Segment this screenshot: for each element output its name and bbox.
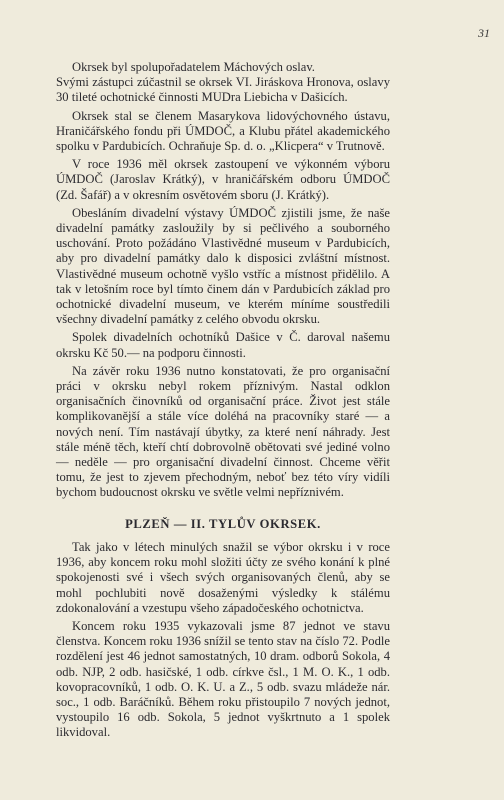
page-body: [56, 60, 390, 744]
paragraph: Tak jako v létech minulých snažil se výbor okrsku i v roce 1936, aby koncem roku mohl složiti účty ze svého konání k plné spokojenosti své i všech svých organisovaných členů, aby se mohl pochlubiti nově dosaženými výsledky k stálému zdokonalování a vzestupu všeho západočeského ochotnictva.: [56, 539, 390, 615]
paragraph: V roce 1936 měl okrsek zastoupení ve výkonném výboru ÚMDOČ (Jaroslav Krátký), v hraničářském odboru ÚMDOČ (Zd. Šafář) a v okresním osvětovém sboru (J. Krátký).: [56, 157, 390, 202]
paragraph: Koncem roku 1935 vykazovali jsme 87 jednot ve stavu členstva. Koncem roku 1936 snížil se tento stav na číslo 72. Podle rozdělení jest 46 jednot samostatných, 10 dram. odborů Sokola, 4 odb. NJP, 2 odb. hasičské, 1 odb. církve čsl., 1 M. O. K., 1 odb. kovopracovníků, 1 odb. O. K. U. a Z., 5 odb. svazu mládeže nár. soc., 1 odb. Baráčníků. Během roku přistoupilo 7 nových jednot, vystoupilo 16 odb. Sokola, 5 jednot vyškrtnuto a 1 spolek likvidoval.: [56, 618, 390, 740]
paragraph: Okrsek stal se členem Masarykova lidovýchovného ústavu, Hraničářského fondu při ÚMDOČ, a Klubu přátel akademického spolku v Pardubicích. Ochraňuje Sp. d. o. „Klicpera“ v Trutnově.: [56, 108, 390, 154]
paragraph: Na závěr roku 1936 nutno konstatovati, že pro organisační práci v okrsku nebyl rokem příznivým. Nastal odklon organisačních činovníků od organisační práce. Život jest stále komplikovanější a stále více doléhá na pracovníky staré — a nových není. Tím nastávají úbytky, za které není náhrady. Jest stále méně těch, kteří chtí dobrovolně obětovati své jediné volno — neděle — pro organisační divadelní činnost. Chceme věřit tomu, že jest to zjevem přechodným, neboť bez této víry vidíli bychom budoucnost okrsku ve světle velmi nepříznivém.: [56, 363, 390, 500]
section-heading: PLZEŇ — II. TYLŮV OKRSEK.: [125, 516, 321, 531]
paragraph: Obesláním divadelní výstavy ÚMDOČ zjistili jsme, že naše divadelní památky zasloužily by si pečlivého a souborného uschování. Proto požádáno Vlastivědné museum v Pardubicích, aby pro divadelní památky dalo k disposici zvláštní místnost. Vlastivědné museum ochotně vyšlo vstříc a místnost přidělilo. A tak v letošním roce byl tímto činem dán v Pardubicích základ pro ochotnické divadelní museum, ve kterém míníme soustředili všechny divadelní památky z celého obvodu okrsku.: [56, 205, 390, 327]
paragraph: Spolek divadelních ochotníků Dašice v Č. daroval našemu okrsku Kč 50.— na podporu činnosti.: [56, 330, 390, 360]
page-number: 31: [478, 26, 490, 40]
paragraph: Okrsek byl spolupořadatelem Máchových oslav. Svými zástupci zúčastnil se okrsek VI. Jiráskova Hronova, oslavy 30 tileté ochotnické činnosti MUDra Liebicha v Dašicích.: [56, 60, 390, 105]
